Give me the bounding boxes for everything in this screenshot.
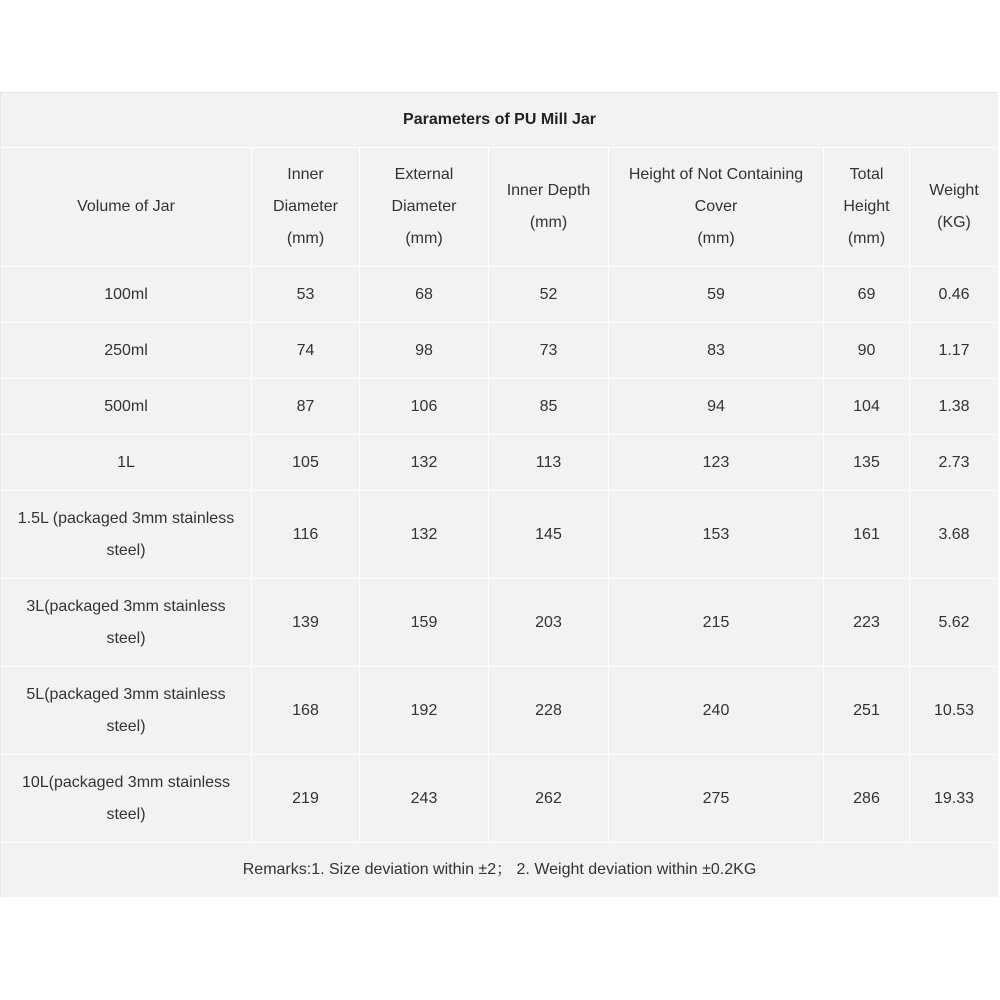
value-cell-inner-depth: 228 (489, 667, 609, 755)
header-line: External (394, 166, 454, 183)
table-row (1, 267, 999, 323)
value-cell-total-height: 223 (824, 579, 910, 667)
value-cell-total-height: 104 (824, 379, 910, 435)
column-header-total-height (824, 148, 910, 267)
table-row (1, 323, 999, 379)
value-cell-weight: 1.38 (910, 379, 999, 435)
value-cell-weight: 10.53 (910, 667, 999, 755)
value-cell-weight: 5.62 (910, 579, 999, 667)
column-header-inner-diameter (252, 148, 360, 267)
header-line: (mm) (286, 230, 325, 247)
value-cell-inner-depth: 262 (489, 755, 609, 843)
header-line: (mm) (529, 214, 568, 231)
parameters-table (0, 92, 999, 897)
value-cell-total-height: 90 (824, 323, 910, 379)
value-cell-weight: 2.73 (910, 435, 999, 491)
value-cell-inner-depth: 52 (489, 267, 609, 323)
value-cell-inner-diameter: 116 (252, 491, 360, 579)
table-row (1, 579, 999, 667)
value-cell-total-height: 286 (824, 755, 910, 843)
header-line: Inner (287, 166, 324, 183)
value-cell-inner-depth: 85 (489, 379, 609, 435)
value-cell-height-not-containing-cover: 275 (609, 755, 824, 843)
table-row (1, 435, 999, 491)
value-cell-height-not-containing-cover: 83 (609, 323, 824, 379)
header-line: Diameter (391, 198, 457, 215)
volume-cell: 1L (1, 435, 252, 491)
value-cell-inner-depth: 73 (489, 323, 609, 379)
value-cell-weight: 3.68 (910, 491, 999, 579)
volume-cell: 500ml (1, 379, 252, 435)
value-cell-weight: 0.46 (910, 267, 999, 323)
value-cell-inner-diameter: 168 (252, 667, 360, 755)
value-cell-external-diameter: 159 (360, 579, 489, 667)
header-line: (mm) (697, 230, 735, 247)
header-line: Weight (929, 182, 979, 199)
value-cell-height-not-containing-cover: 153 (609, 491, 824, 579)
value-cell-external-diameter: 98 (360, 323, 489, 379)
volume-cell: 100ml (1, 267, 252, 323)
column-header-external-diameter (360, 148, 489, 267)
header-line: Diameter (273, 198, 338, 215)
value-cell-height-not-containing-cover: 215 (609, 579, 824, 667)
volume-cell: 10L(packaged 3mm stainless steel) (1, 755, 252, 843)
value-cell-external-diameter: 192 (360, 667, 489, 755)
header-line: Height (843, 198, 890, 215)
table-row (1, 755, 999, 843)
value-cell-height-not-containing-cover: 123 (609, 435, 824, 491)
volume-cell: 1.5L (packaged 3mm stainless steel) (1, 491, 252, 579)
column-header-height-not-containing-cover (609, 148, 824, 267)
value-cell-total-height: 69 (824, 267, 910, 323)
value-cell-total-height: 135 (824, 435, 910, 491)
value-cell-weight: 1.17 (910, 323, 999, 379)
value-cell-inner-depth: 145 (489, 491, 609, 579)
value-cell-external-diameter: 243 (360, 755, 489, 843)
value-cell-inner-diameter: 87 (252, 379, 360, 435)
header-line: Height of Not Containing (628, 166, 804, 183)
table-row (1, 491, 999, 579)
value-cell-external-diameter: 132 (360, 435, 489, 491)
value-cell-inner-diameter: 105 (252, 435, 360, 491)
value-cell-external-diameter: 132 (360, 491, 489, 579)
value-cell-total-height: 161 (824, 491, 910, 579)
value-cell-external-diameter: 106 (360, 379, 489, 435)
column-header-inner-depth (489, 148, 609, 267)
parameters-table-container (0, 92, 998, 897)
value-cell-total-height: 251 (824, 667, 910, 755)
header-line: Cover (694, 198, 738, 215)
header-line: (KG) (937, 214, 971, 231)
column-header-weight (910, 148, 999, 267)
value-cell-height-not-containing-cover: 59 (609, 267, 824, 323)
value-cell-external-diameter: 68 (360, 267, 489, 323)
table-row (1, 667, 999, 755)
value-cell-inner-diameter: 139 (252, 579, 360, 667)
volume-cell: 5L(packaged 3mm stainless steel) (1, 667, 252, 755)
header-line: Total (849, 166, 884, 183)
remarks-text: Remarks:1. Size deviation within ±2； 2. Weight deviation within ±0.2KG (1, 843, 999, 898)
value-cell-weight: 19.33 (910, 755, 999, 843)
value-cell-inner-diameter: 74 (252, 323, 360, 379)
header-line: (mm) (405, 230, 443, 247)
value-cell-inner-depth: 203 (489, 579, 609, 667)
table-title: Parameters of PU Mill Jar (1, 93, 999, 148)
header-row (1, 148, 999, 267)
value-cell-inner-depth: 113 (489, 435, 609, 491)
header-line: Inner Depth (506, 182, 591, 199)
remarks-row (1, 843, 999, 898)
value-cell-inner-diameter: 219 (252, 755, 360, 843)
column-header-volume (1, 148, 252, 267)
volume-cell: 3L(packaged 3mm stainless steel) (1, 579, 252, 667)
value-cell-height-not-containing-cover: 94 (609, 379, 824, 435)
header-line: Volume of Jar (77, 198, 175, 215)
value-cell-inner-diameter: 53 (252, 267, 360, 323)
header-line: (mm) (847, 230, 886, 247)
value-cell-height-not-containing-cover: 240 (609, 667, 824, 755)
volume-cell: 250ml (1, 323, 252, 379)
table-row (1, 379, 999, 435)
